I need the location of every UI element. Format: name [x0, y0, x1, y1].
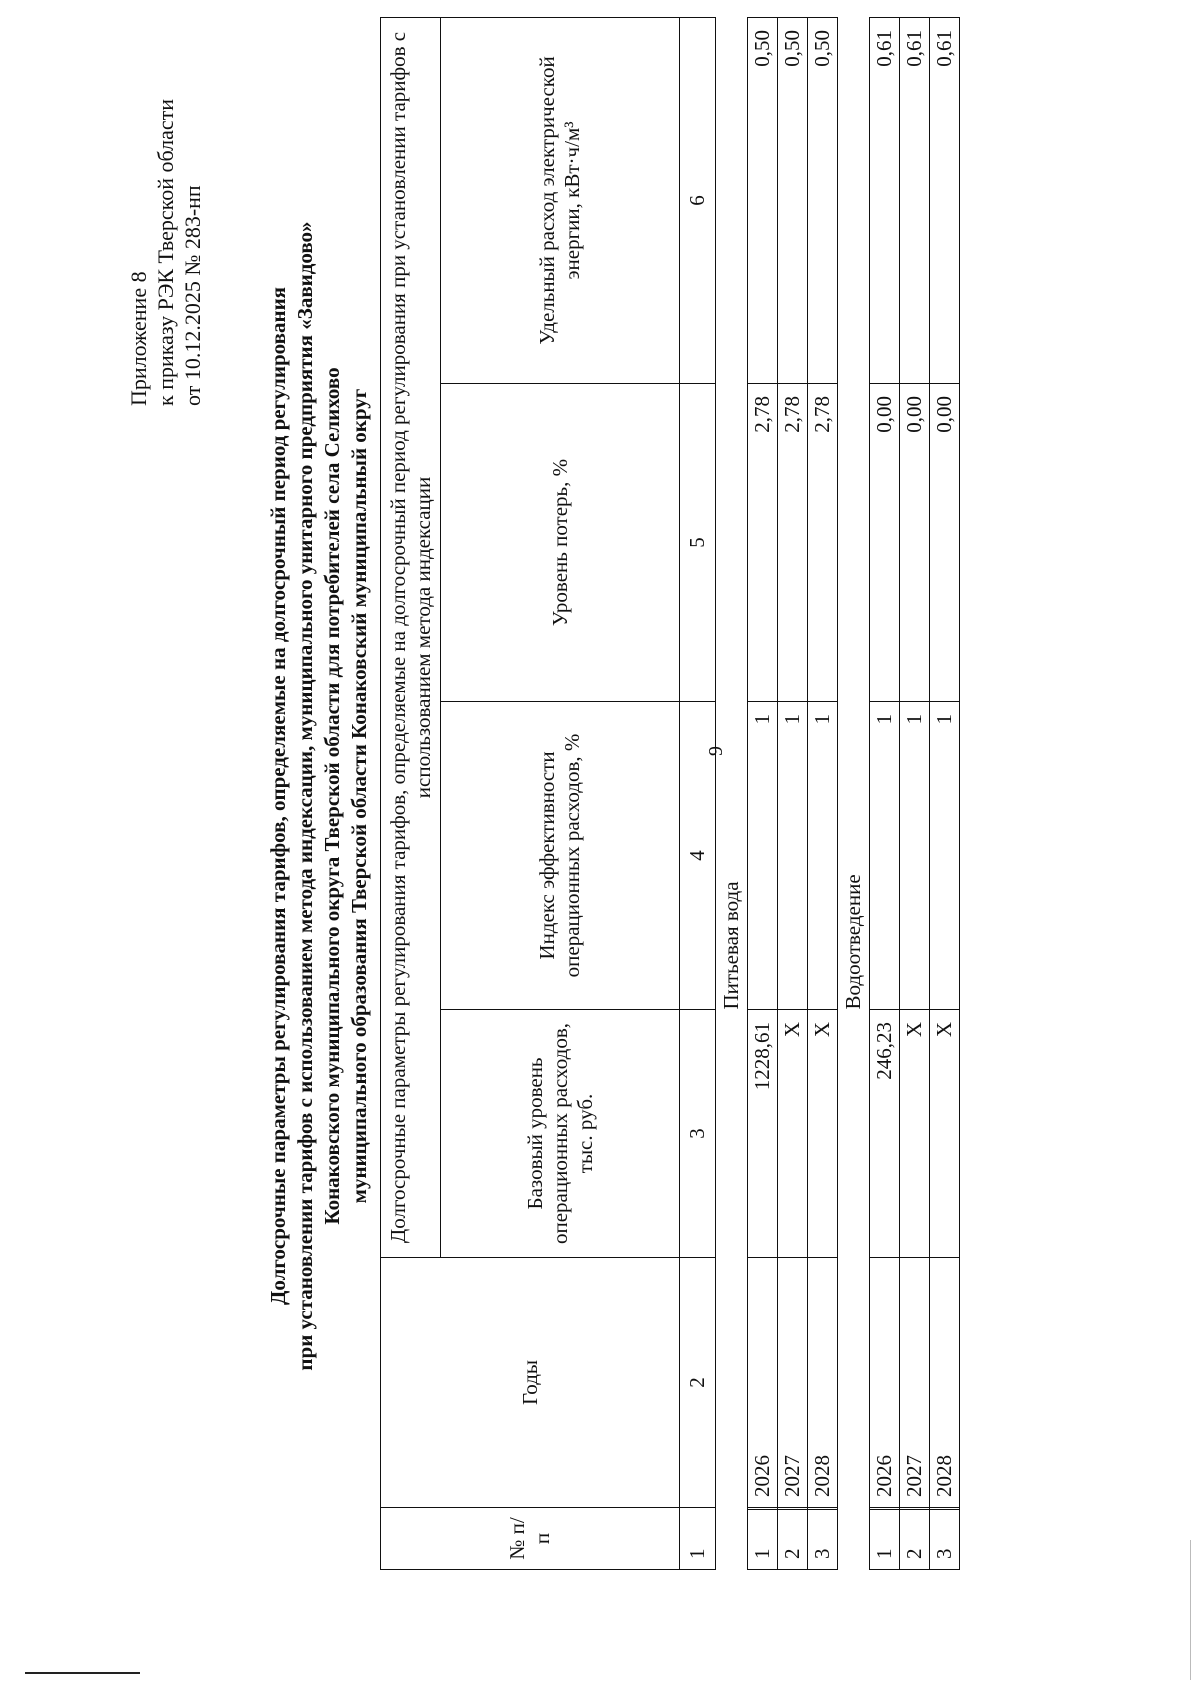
cell-base: X [900, 1009, 930, 1257]
col-number: 4 [680, 701, 716, 1009]
cell-losses: 0,00 [900, 383, 930, 701]
cell-num: 3 [930, 1510, 960, 1570]
header-base: Базовый уровень операционных расходов, тыс. руб. [441, 1009, 680, 1257]
cell-year: 2027 [778, 1257, 808, 1507]
cell-index: 1 [748, 701, 778, 1009]
scan-edge-mark [25, 1672, 140, 1674]
scan-edge-mark [1190, 1540, 1191, 1680]
cell-index: 1 [900, 701, 930, 1009]
cell-energy: 0,50 [748, 17, 778, 383]
title-line-3: Конаковского муниципального округа Тверской области для потребителей села Селихово [320, 367, 344, 1225]
cell-year: 2026 [748, 1257, 778, 1507]
header-energy: Удельный расход электрической энергии, кВт·ч/м³ [441, 17, 680, 383]
cell-num: 1 [870, 1510, 900, 1570]
cell-year: 2026 [870, 1257, 900, 1507]
col-number: 6 [680, 17, 716, 383]
cell-base: 1228,61 [748, 1009, 778, 1257]
annex-line-3: от 10.12.2025 № 283-нп [180, 185, 205, 406]
cell-energy: 0,50 [778, 17, 808, 383]
cell-num: 2 [900, 1510, 930, 1570]
cell-base: 246,23 [870, 1009, 900, 1257]
cell-energy: 0,61 [900, 17, 930, 383]
header-num: № п/п [381, 1507, 680, 1569]
header-index: Индекс эффективности операционных расходов, % [441, 701, 680, 1009]
cell-index: 1 [808, 701, 838, 1009]
title-line-1: Долгосрочные параметры регулирования тарифов, определяемые на долгосрочный период регулирования [266, 286, 290, 1306]
page-number: 9 [705, 746, 727, 756]
cell-index: 1 [870, 701, 900, 1009]
cell-num: 1 [748, 1510, 778, 1570]
parameters-table [380, 17, 960, 1570]
cell-losses: 0,00 [930, 383, 960, 701]
cell-losses: 2,78 [748, 383, 778, 701]
cell-energy: 0,61 [870, 17, 900, 383]
section-title: Водоотведение [838, 17, 870, 1009]
cell-energy: 0,50 [808, 17, 838, 383]
cell-year: 2028 [930, 1257, 960, 1507]
annex-line-2: к приказу РЭК Тверской области [153, 98, 178, 406]
cell-num: 2 [778, 1510, 808, 1570]
table-row [870, 17, 900, 1569]
title-line-2: при установлении тарифов с использованием метода индексации, муниципального унитарного предприятия «Завидово» [293, 221, 317, 1371]
cell-year: 2028 [808, 1257, 838, 1507]
table-row [808, 17, 838, 1569]
table-row [778, 17, 808, 1569]
column-numbers-row [680, 17, 716, 1569]
cell-base: X [778, 1009, 808, 1257]
cell-year: 2027 [900, 1257, 930, 1507]
table-row [930, 17, 960, 1569]
section-row [838, 17, 870, 1569]
header-group: Долгосрочные параметры регулирования тарифов, определяемые на долгосрочный период регулирования при установлении тарифов с использованием метода индексации [381, 17, 441, 1257]
table-row [900, 17, 930, 1569]
annex-line-1: Приложение 8 [126, 271, 151, 406]
cell-base: X [808, 1009, 838, 1257]
cell-num: 3 [808, 1510, 838, 1570]
cell-index: 1 [930, 701, 960, 1009]
table-row [748, 17, 778, 1569]
title-line-4: муниципального образования Тверской области Конаковский муниципальный округ [347, 388, 371, 1204]
document-title [265, 16, 373, 1576]
col-number: 1 [680, 1507, 716, 1569]
cell-losses: 2,78 [808, 383, 838, 701]
header-losses: Уровень потерь, % [441, 383, 680, 701]
cell-losses: 0,00 [870, 383, 900, 701]
col-number: 3 [680, 1009, 716, 1257]
annex-block [125, 99, 206, 406]
cell-losses: 2,78 [778, 383, 808, 701]
col-number: 2 [680, 1257, 716, 1507]
section-title: Питьевая вода [716, 17, 748, 1009]
section-row [716, 17, 748, 1569]
header-years: Годы [381, 1257, 680, 1507]
cell-base: X [930, 1009, 960, 1257]
cell-energy: 0,61 [930, 17, 960, 383]
cell-index: 1 [778, 701, 808, 1009]
col-number: 5 [680, 383, 716, 701]
header-row-top [381, 17, 441, 1569]
